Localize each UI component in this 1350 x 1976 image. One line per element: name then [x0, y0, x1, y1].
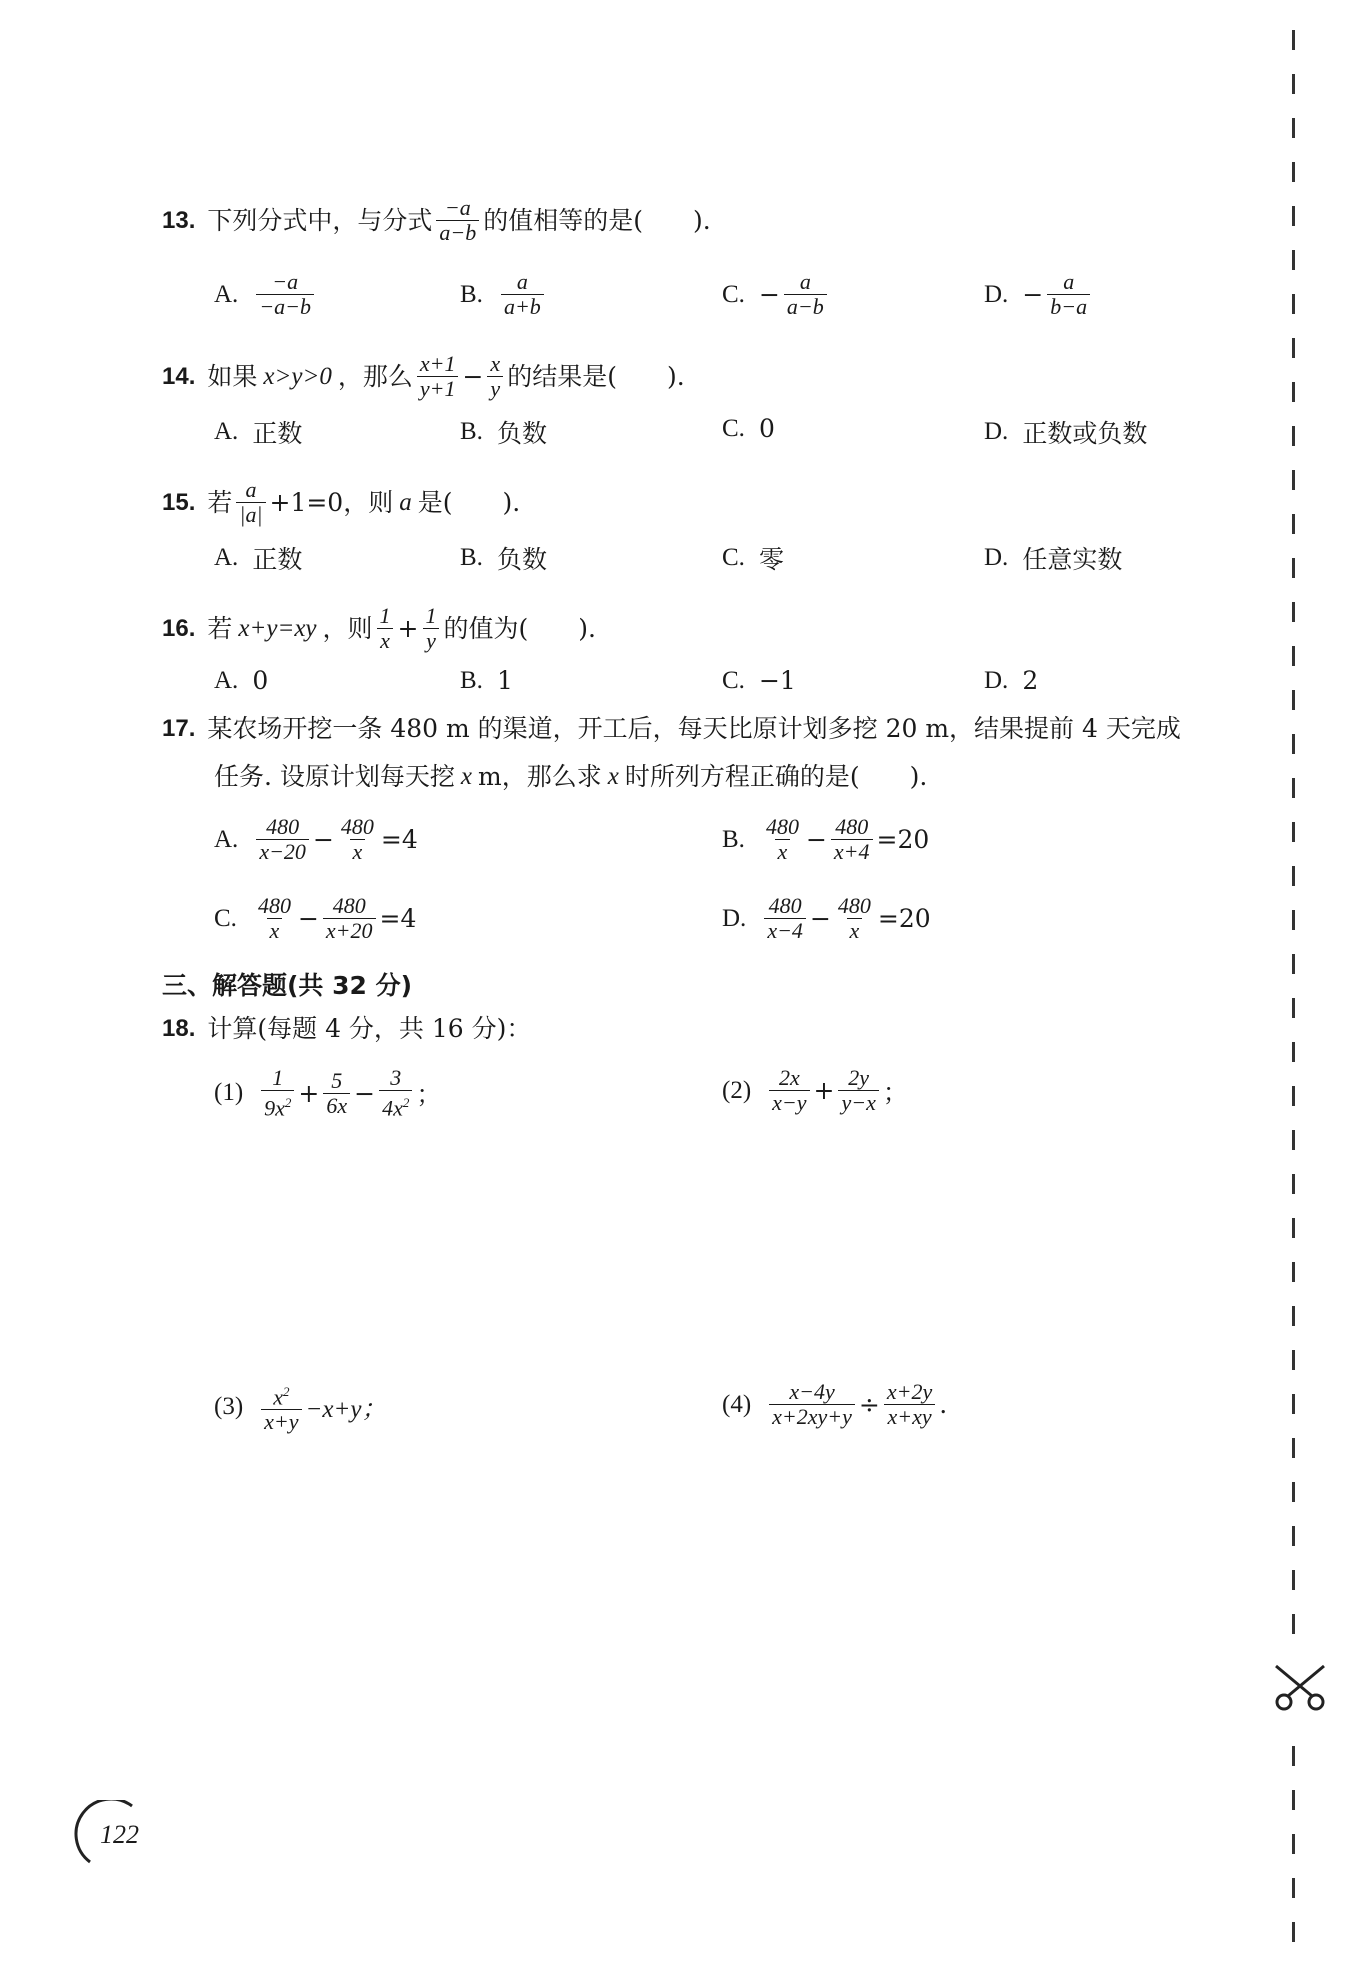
option-text: 0	[758, 414, 775, 443]
stem-condition: x+y=xy	[238, 614, 317, 642]
option-label: D.	[984, 418, 1009, 445]
stem-variable: x	[460, 763, 473, 790]
option-text: 1	[496, 666, 513, 695]
stem-text: 如果	[207, 361, 258, 391]
fraction-1	[261, 1380, 301, 1434]
denominator: x	[267, 918, 283, 943]
numerator: 1	[272, 1065, 284, 1090]
denominator: x+2xy+y	[769, 1404, 855, 1429]
stem-text: 的值相等的是(	[483, 205, 644, 235]
denominator: x−y	[769, 1090, 809, 1115]
numerator: x+1	[419, 351, 456, 376]
cut-line-dash	[1292, 998, 1295, 1018]
fraction-2	[487, 352, 503, 401]
cut-line-dash	[1292, 1526, 1295, 1546]
q16-option-c	[722, 666, 796, 695]
numerator: a	[516, 269, 528, 294]
cut-line-dash	[1292, 602, 1295, 622]
part-label: (3)	[214, 1393, 244, 1421]
cut-line-dash	[1292, 206, 1295, 226]
q14-option-b	[460, 414, 547, 450]
stem-end: ).	[909, 762, 928, 791]
cut-line-dash	[1292, 426, 1295, 446]
denominator-base: 4x	[382, 1095, 403, 1121]
option-label: C.	[722, 414, 745, 442]
stem-text: +1=0，则	[269, 487, 394, 517]
question-15-stem	[162, 478, 520, 527]
cut-line-dash	[1292, 1130, 1295, 1150]
punctuation: .	[939, 1390, 948, 1419]
fraction-1	[255, 894, 294, 943]
fraction-2	[323, 1069, 350, 1118]
numerator: 2x	[778, 1065, 800, 1090]
numerator: 3	[390, 1065, 402, 1090]
exponent: 2	[282, 1384, 290, 1399]
cut-line-dash	[1292, 162, 1295, 182]
numerator: a	[1063, 269, 1075, 294]
question-number: 17.	[162, 715, 196, 742]
denominator: x−4	[764, 918, 806, 943]
denominator: x	[775, 839, 791, 864]
cut-line-dash	[1292, 1834, 1295, 1854]
q16-option-a	[214, 666, 268, 695]
q18-part-2	[722, 1066, 908, 1115]
option-text: 正数	[252, 545, 303, 574]
cut-line-dash	[1292, 866, 1295, 886]
denominator: −a−b	[256, 294, 314, 319]
q13-option-c	[722, 270, 831, 319]
operator: −	[462, 361, 484, 391]
numerator	[270, 1380, 292, 1409]
denominator: x+xy	[884, 1404, 934, 1429]
option-label: D.	[722, 904, 747, 932]
option-label: D.	[984, 544, 1009, 571]
numerator: 480	[257, 893, 291, 918]
numerator: a	[799, 269, 811, 294]
cut-line-dash	[1292, 1350, 1295, 1370]
denominator: a+b	[501, 294, 544, 319]
stem-text: 的结果是(	[507, 361, 617, 391]
cut-line-dash	[1292, 74, 1295, 94]
stem-text: 若	[207, 613, 233, 643]
q15-option-a	[214, 540, 302, 576]
denominator: x	[847, 918, 863, 943]
question-number: 16.	[162, 614, 196, 642]
fraction-2	[323, 894, 376, 943]
stem-text: m，那么求	[478, 762, 602, 791]
option-text: 任意实数	[1022, 545, 1123, 574]
stem-end: ).	[578, 613, 596, 643]
cut-line-dash	[1292, 734, 1295, 754]
fraction-2	[884, 1380, 935, 1429]
q15-option-b	[460, 540, 547, 576]
stem-text: 时所列方程正确的是(	[624, 762, 860, 791]
stem-text: 某农场开挖一条 480 m 的渠道，开工后，每天比原计划多挖 20 m，结果提前 4 天完成	[207, 714, 1181, 743]
denominator-base: 9x	[264, 1095, 285, 1121]
option-text: 正数	[252, 419, 303, 448]
cut-line-dash	[1292, 1878, 1295, 1898]
numerator: x+2y	[886, 1379, 933, 1404]
denominator: b−a	[1047, 294, 1090, 319]
question-number: 18.	[162, 1015, 196, 1042]
cut-line-dash	[1292, 822, 1295, 842]
numerator: x	[490, 351, 501, 376]
operator: +	[298, 1078, 320, 1108]
question-14-stem	[162, 352, 685, 401]
stem-fraction	[236, 478, 265, 527]
option-label: C.	[722, 280, 745, 308]
denominator: a−b	[436, 220, 479, 245]
stem-text: 下列分式中，与分式	[207, 205, 433, 235]
expression-tail: −x+y；	[305, 1396, 387, 1424]
cut-line-dash	[1292, 1174, 1295, 1194]
operator: +	[397, 613, 419, 643]
numerator: 480	[332, 893, 366, 918]
cut-line-dash	[1292, 778, 1295, 798]
part-label: (1)	[214, 1079, 244, 1107]
numerator: 2y	[848, 1065, 870, 1090]
numerator: 480	[835, 814, 869, 839]
cut-line-dash	[1292, 1570, 1295, 1590]
operator: ÷	[858, 1390, 880, 1419]
operator: −	[809, 904, 831, 933]
stem-fraction	[436, 196, 479, 245]
fraction-1	[377, 604, 394, 653]
q14-option-c	[722, 414, 775, 443]
stem-end: ).	[502, 487, 521, 517]
option-text: 负数	[496, 545, 547, 574]
q17-option-d	[722, 894, 931, 943]
option-text: −1	[758, 666, 796, 695]
stem-end: ).	[693, 205, 711, 235]
fraction-1	[256, 815, 309, 864]
cut-line-dash	[1292, 382, 1295, 402]
sign: −	[758, 280, 780, 309]
fraction-1	[261, 1066, 294, 1120]
fraction-1	[763, 815, 802, 864]
cut-line-dash	[1292, 1262, 1295, 1282]
scissors-icon	[1272, 1662, 1328, 1714]
q16-option-b	[460, 666, 513, 695]
q16-option-d	[984, 666, 1038, 695]
option-label: B.	[722, 825, 745, 853]
fraction-1	[417, 352, 459, 401]
option-label: C.	[722, 666, 745, 694]
numerator: 480	[768, 893, 802, 918]
page-number: 122	[100, 1820, 139, 1849]
stem-text: 任务. 设原计划每天挖	[214, 762, 455, 791]
denominator: a−b	[784, 294, 827, 319]
denominator: x	[377, 628, 393, 653]
numerator: x−4y	[789, 1379, 835, 1404]
fraction-2	[835, 894, 874, 943]
cut-line-dash	[1292, 1394, 1295, 1414]
denominator: y+1	[417, 376, 459, 401]
punctuation: ；	[882, 1077, 908, 1107]
option-fraction	[256, 270, 314, 319]
option-label: A.	[214, 825, 239, 853]
cut-line-dash	[1292, 1614, 1295, 1634]
part-label: (2)	[722, 1076, 752, 1104]
option-label: D.	[984, 666, 1009, 694]
option-fraction	[501, 270, 544, 319]
cut-line-dash	[1292, 250, 1295, 270]
numerator-base: x	[273, 1384, 283, 1410]
rhs: =20	[877, 904, 931, 933]
option-text: 正数或负数	[1022, 419, 1148, 448]
operator: −	[354, 1078, 376, 1108]
q17-option-a	[214, 815, 418, 864]
q18-part-3	[214, 1380, 386, 1434]
cut-line-dash	[1292, 1746, 1295, 1766]
option-text: 零	[758, 545, 784, 574]
denominator	[379, 1090, 412, 1120]
cut-line-dash	[1292, 954, 1295, 974]
stem-condition: x>y>0	[263, 362, 332, 390]
option-label: B.	[460, 666, 483, 694]
rhs: =4	[379, 904, 417, 933]
denominator: x+20	[323, 918, 376, 943]
cut-line-dash	[1292, 1922, 1295, 1942]
denominator: y	[487, 376, 503, 401]
cut-line-dash	[1292, 1086, 1295, 1106]
option-label: A.	[214, 666, 239, 694]
rhs: =4	[380, 825, 418, 854]
question-18-stem	[162, 1012, 531, 1046]
q15-option-c	[722, 540, 784, 576]
denominator: |a|	[236, 502, 265, 527]
question-number: 15.	[162, 488, 196, 516]
option-label: A.	[214, 418, 239, 445]
option-fraction	[784, 270, 827, 319]
option-label: B.	[460, 418, 483, 445]
cut-line-dash	[1292, 1790, 1295, 1810]
q15-option-d	[984, 540, 1122, 576]
fraction-1	[769, 1380, 855, 1429]
punctuation: ；	[416, 1080, 442, 1110]
stem-text: 计算(每题 4 分，共 16 分)：	[207, 1014, 532, 1043]
fraction-2	[838, 1066, 878, 1115]
cut-line-dash	[1292, 514, 1295, 534]
option-text: 0	[252, 666, 269, 695]
numerator: 480	[765, 814, 799, 839]
stem-end: ).	[666, 361, 685, 391]
denominator: 6x	[323, 1093, 350, 1118]
question-17-line2	[214, 760, 927, 794]
fraction-1	[769, 1066, 809, 1115]
q14-option-d	[984, 414, 1147, 450]
cut-line-dash	[1292, 118, 1295, 138]
denominator: x	[350, 839, 366, 864]
numerator: 5	[331, 1067, 343, 1093]
fraction-2	[831, 815, 873, 864]
exponent: 2	[402, 1095, 410, 1110]
stem-text: ，那么	[337, 361, 413, 391]
fraction-2	[338, 815, 377, 864]
cut-line-dash	[1292, 646, 1295, 666]
q17-option-b	[722, 815, 929, 864]
denominator: x+4	[831, 839, 873, 864]
numerator: 480	[266, 814, 300, 839]
cut-line-dash	[1292, 558, 1295, 578]
question-number: 13.	[162, 206, 196, 234]
denominator	[261, 1090, 294, 1120]
part-label: (4)	[722, 1390, 752, 1418]
numerator: 1	[379, 603, 391, 628]
stem-text: 是(	[417, 487, 453, 517]
stem-text: 若	[207, 487, 233, 517]
operator: −	[805, 825, 827, 854]
option-label: B.	[460, 280, 483, 308]
q13-option-a	[214, 270, 318, 319]
option-label: C.	[214, 904, 237, 932]
option-label: D.	[984, 280, 1009, 308]
q18-part-4	[722, 1380, 947, 1429]
cut-line-dash	[1292, 1306, 1295, 1326]
operator: −	[297, 904, 319, 933]
exponent: 2	[284, 1095, 292, 1110]
stem-text: ，则	[322, 613, 373, 643]
cut-line-dash	[1292, 1218, 1295, 1238]
option-text: 负数	[496, 419, 547, 448]
question-13-stem	[162, 196, 711, 245]
q17-option-c	[214, 894, 416, 943]
cut-line-dash	[1292, 1042, 1295, 1062]
cut-line-dash	[1292, 690, 1295, 710]
cut-line-dash	[1292, 910, 1295, 930]
cut-line-dash	[1292, 1438, 1295, 1458]
option-label: C.	[722, 544, 745, 571]
fraction-2	[422, 604, 439, 653]
cut-line-dash	[1292, 338, 1295, 358]
numerator: 480	[837, 893, 871, 918]
denominator: y	[423, 628, 439, 653]
numerator: −a	[444, 195, 471, 220]
q13-option-b	[460, 270, 548, 319]
stem-variable: a	[399, 488, 412, 516]
stem-variable: x	[607, 763, 619, 790]
denominator: x−20	[256, 839, 309, 864]
stem-text: 的值为(	[443, 613, 529, 643]
numerator: a	[245, 477, 257, 502]
sign: −	[1022, 280, 1044, 309]
operator: −	[312, 825, 334, 854]
cut-line-dash	[1292, 30, 1295, 50]
option-label: A.	[214, 544, 239, 571]
denominator: y−x	[838, 1090, 878, 1115]
cut-line-dash	[1292, 470, 1295, 490]
fraction-3	[379, 1066, 412, 1120]
fraction-1	[764, 894, 806, 943]
question-16-stem	[162, 604, 596, 653]
option-label: B.	[460, 544, 483, 571]
cut-line-dash	[1292, 294, 1295, 314]
numerator: 1	[425, 603, 437, 628]
option-fraction	[1047, 270, 1090, 319]
option-label: A.	[214, 280, 239, 308]
option-text: 2	[1022, 666, 1039, 695]
question-17-line1	[162, 712, 1181, 746]
denominator: x+y	[261, 1409, 301, 1434]
question-number: 14.	[162, 362, 196, 390]
section-heading: 三、解答题(共 32 分)	[162, 971, 413, 1000]
numerator: 480	[340, 814, 374, 839]
q18-part-1	[214, 1066, 441, 1120]
rhs: =20	[876, 825, 930, 854]
q13-option-d	[984, 270, 1094, 319]
q14-option-a	[214, 414, 302, 450]
numerator: −a	[272, 269, 299, 294]
cut-line-dash	[1292, 1482, 1295, 1502]
operator: +	[813, 1076, 835, 1105]
